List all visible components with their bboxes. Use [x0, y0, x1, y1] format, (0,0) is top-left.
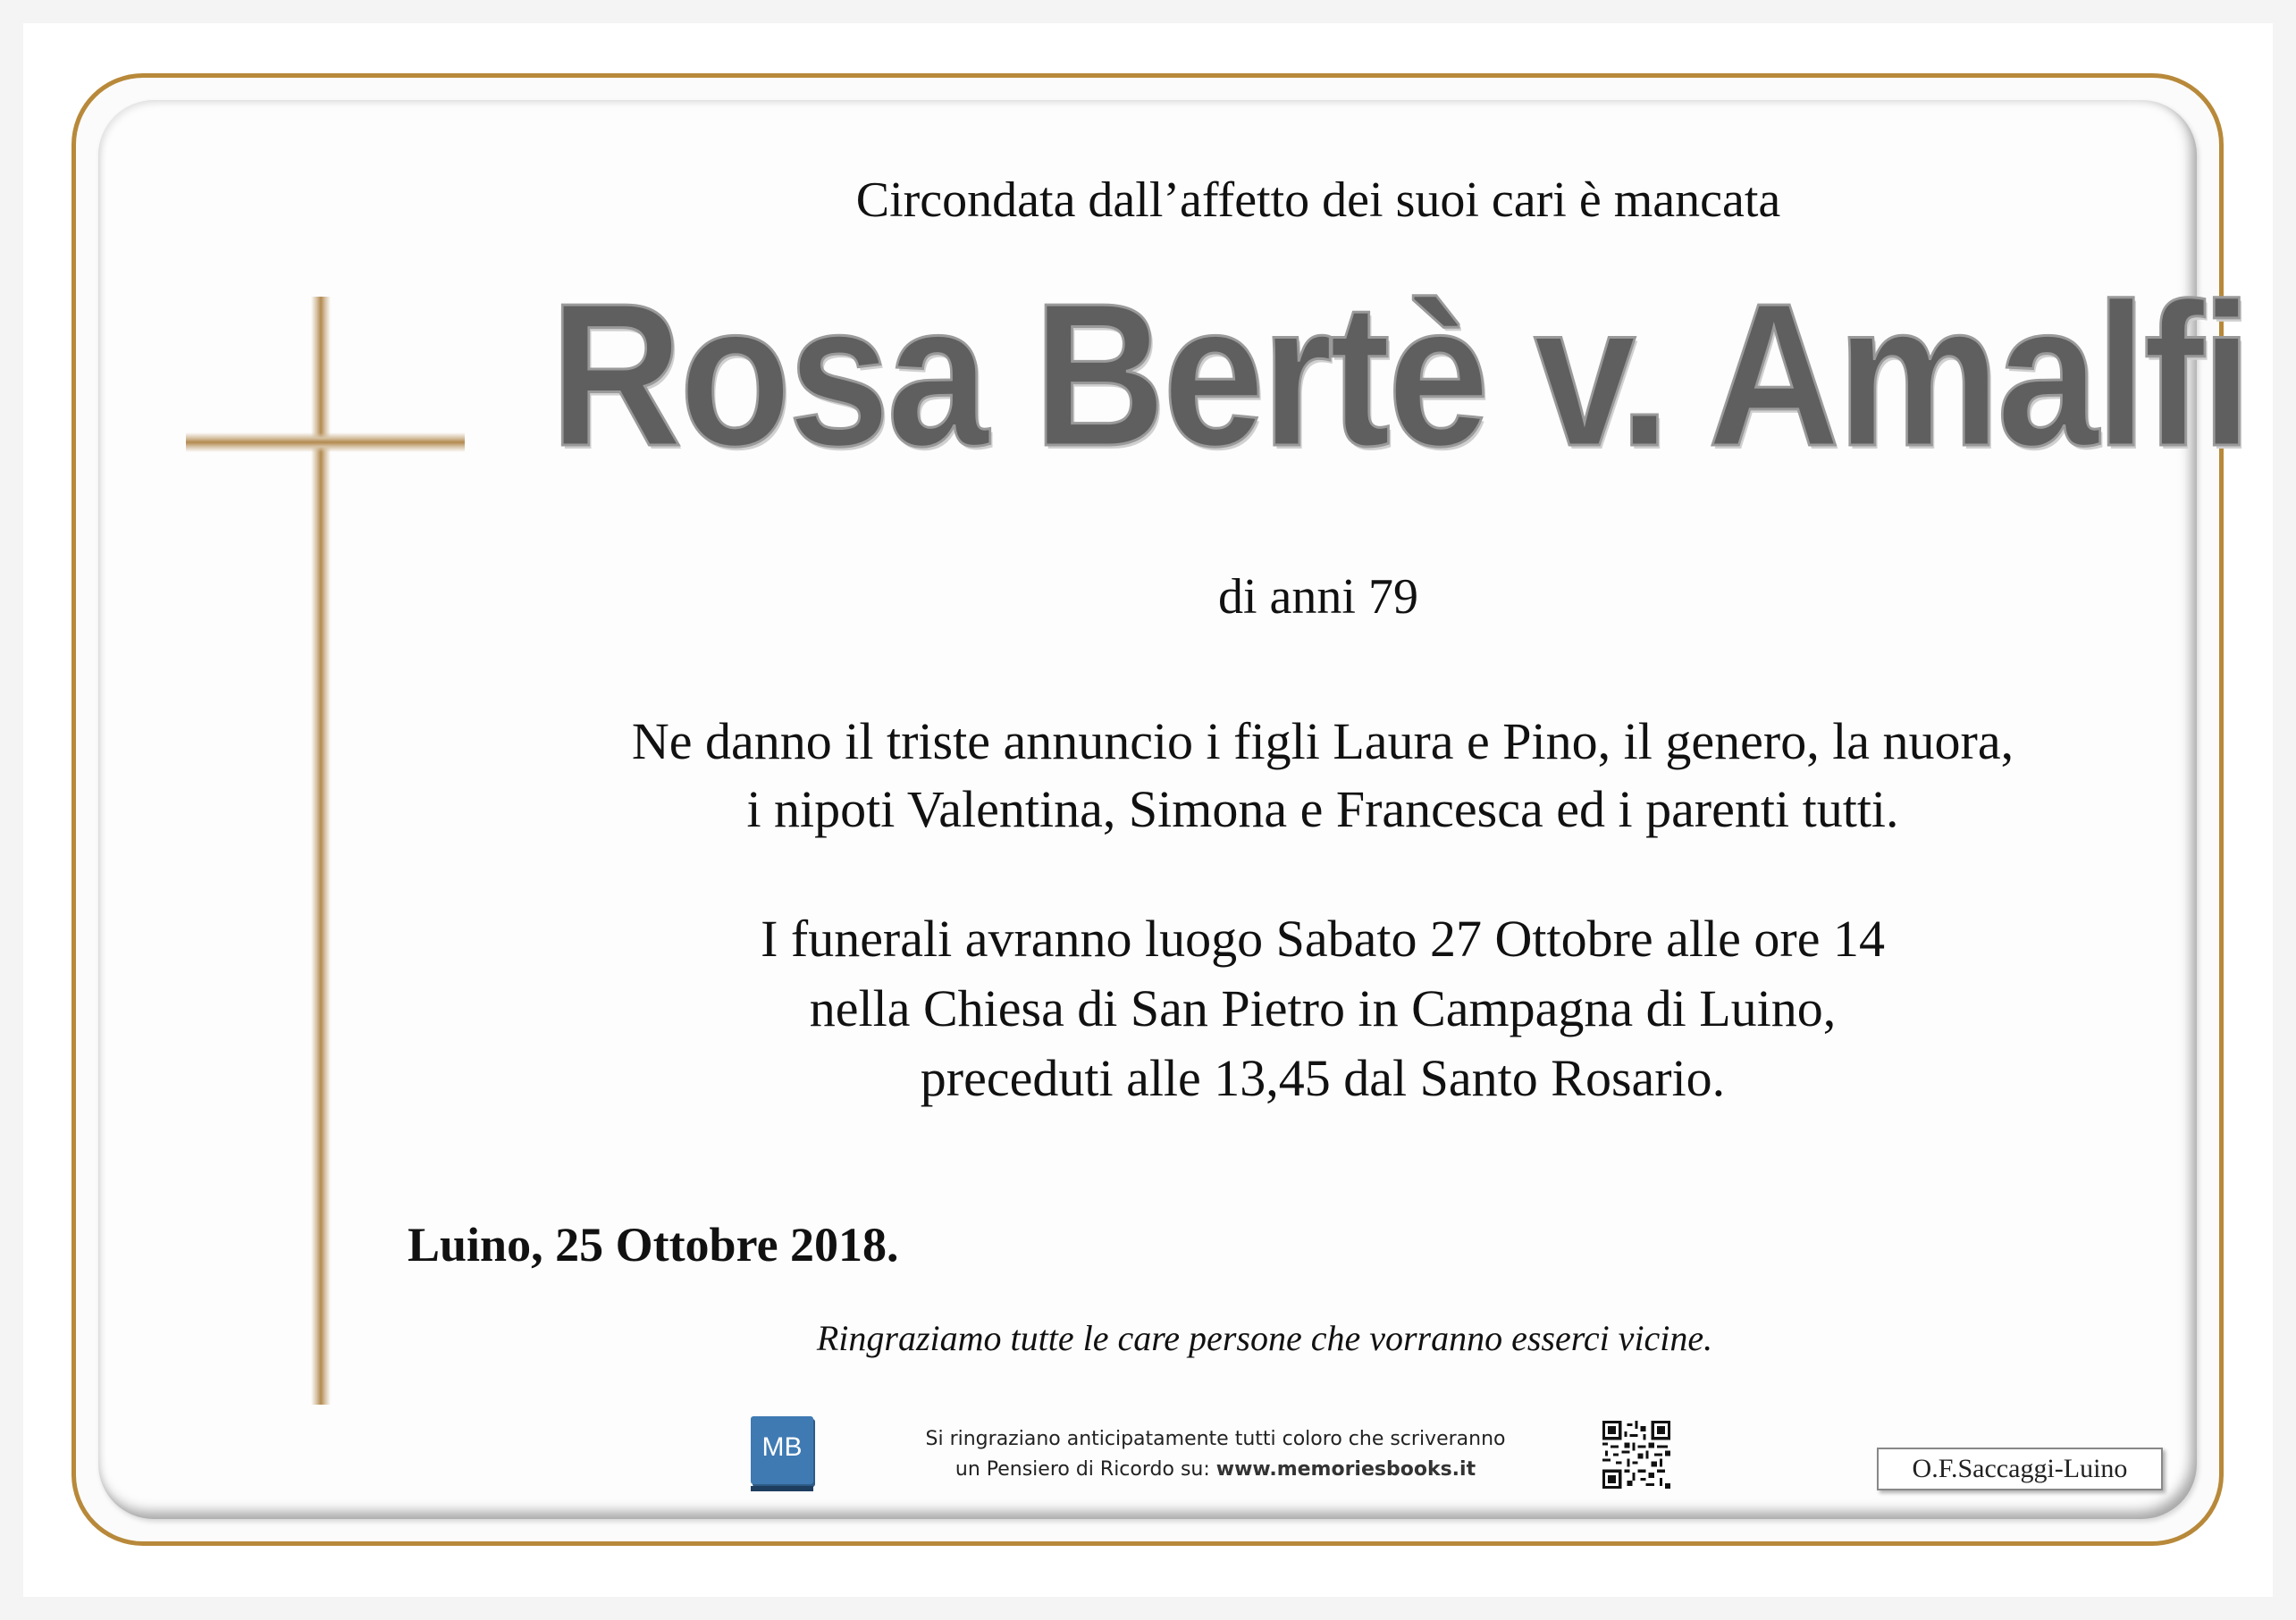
thanks-line: Ringraziamo tutte le care persone che vorranno esserci vicine. [816, 1318, 1713, 1358]
memoriesbooks-link[interactable]: www.memoriesbooks.it [1215, 1458, 1476, 1481]
footer-line-2 [831, 1455, 1600, 1485]
announcement-line: i nipoti Valentina, Simona e Francesca ed i parenti tutti. [746, 780, 1899, 838]
funeral-line: preceduti alle 13,45 dal Santo Rosario. [920, 1049, 1726, 1107]
deceased-name: Rosa Bertè v. Amalfi [550, 262, 2250, 489]
footer-line-2-prefix: un Pensiero di Ricordo su: [955, 1458, 1216, 1481]
memoriesbooks-logo-icon[interactable] [751, 1416, 813, 1484]
place-date: Luino, 25 Ottobre 2018. [408, 1218, 899, 1272]
logo-text: MB [761, 1432, 803, 1462]
book-edge [751, 1486, 813, 1491]
cross-arm [186, 432, 465, 452]
intro-line: Circondata dall’affetto dei suoi cari è mancata [855, 172, 1781, 228]
cross-icon [311, 297, 331, 1405]
age-line: di anni 79 [1218, 569, 1418, 625]
qr-code-icon[interactable] [1602, 1421, 1670, 1489]
footer-text [831, 1424, 1600, 1485]
funeral-line: I funerali avranno luogo Sabato 27 Ottobre alle ore 14 [761, 910, 1885, 968]
announcement-line: Ne danno il triste annuncio i figli Laura e Pino, il genero, la nuora, [631, 712, 2014, 770]
funeral-home-signature: O.F.Saccaggi-Luino [1877, 1448, 2163, 1490]
footer-line-1: Si ringraziano anticipatamente tutti coloro che scriveranno [925, 1428, 1506, 1450]
funeral-line: nella Chiesa di San Pietro in Campagna di Luino, [809, 979, 1837, 1037]
